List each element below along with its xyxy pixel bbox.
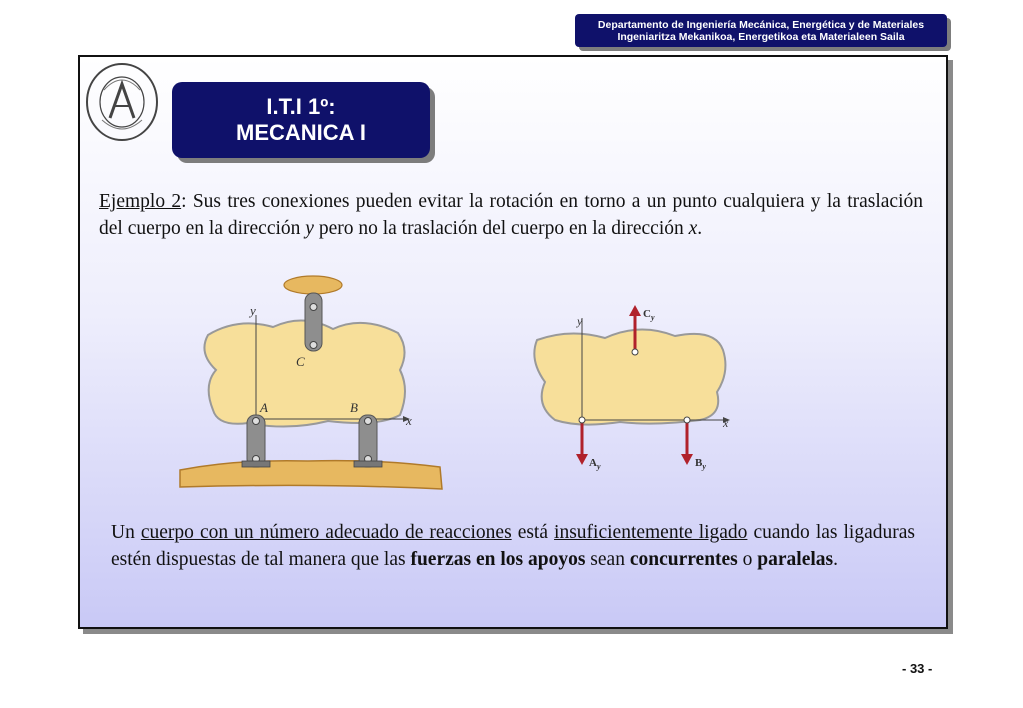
force-cy-label: $C_y$ <box>643 308 655 322</box>
department-header <box>575 14 947 47</box>
label-a: A <box>260 400 268 415</box>
supported-body-figure <box>178 275 448 495</box>
page-number: - 33 - <box>902 661 933 676</box>
course-title-box <box>172 82 430 158</box>
example-var-x: x <box>688 218 698 239</box>
free-body-diagram <box>525 300 745 480</box>
conclusion-text-5: o <box>737 549 758 570</box>
conclusion-bold-2: concurrentes <box>629 549 738 570</box>
conclusion-underlined-1: cuerpo con un número adecuado de reacciones <box>140 522 512 543</box>
fbd-y-label: y <box>577 314 583 328</box>
department-name-es: Departamento de Ingeniería Mecánica, Energética y de Materiales <box>597 18 925 31</box>
conclusion-text-3: cuando las ligaduras estén dispuestas de tal manera que las <box>111 522 915 570</box>
example-text-a: : Sus tres conexiones pueden evitar la rotación en torno a un punto cualquiera y la traslación del cuerpo en la dirección <box>99 191 923 239</box>
conclusion-text-6: . <box>833 549 838 570</box>
course-title-line2: MECANICA I <box>236 120 366 145</box>
conclusion-paragraph <box>111 519 915 573</box>
example-text-c: . <box>697 218 703 239</box>
label-b: B <box>350 400 358 415</box>
label-c: C <box>296 354 305 369</box>
conclusion-text-1: Un <box>111 522 141 543</box>
example-paragraph <box>99 188 923 242</box>
conclusion-text-4: sean <box>585 549 630 570</box>
free-body <box>534 329 725 424</box>
course-title-line1: I.T.I 1º: <box>266 94 336 119</box>
example-label: Ejemplo 2 <box>99 191 182 212</box>
conclusion-bold-1: fuerzas en los apoyos <box>410 549 586 570</box>
force-ay-label: $A_y$ <box>589 457 601 471</box>
conclusion-text-2: está <box>511 522 555 543</box>
conclusion-underlined-2: insuficientemente ligado <box>554 522 748 543</box>
fbd-x-label: x <box>723 416 729 430</box>
x-axis-label: x <box>406 413 412 428</box>
example-text-b: pero no la traslación del cuerpo en la dirección <box>313 218 689 239</box>
example-var-y: y <box>305 218 314 239</box>
university-seal-logo <box>84 60 160 150</box>
ground <box>180 461 442 489</box>
force-by-label: $B_y$ <box>695 457 706 471</box>
y-axis-label: y <box>250 303 256 318</box>
department-name-eu: Ingeniaritza Mekanikoa, Energetikoa eta Materialeen Saila <box>617 30 905 43</box>
conclusion-bold-3: paralelas <box>757 549 834 570</box>
ceiling-support <box>284 276 342 294</box>
